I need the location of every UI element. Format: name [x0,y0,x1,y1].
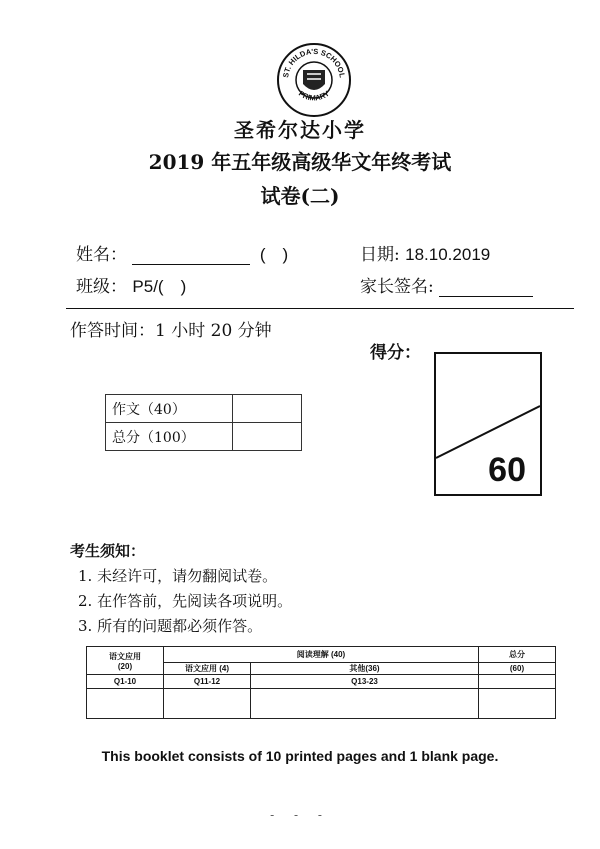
date-value: 18.10.2019 [405,245,491,264]
score-entry-cell[interactable] [251,689,479,719]
date-field [360,240,490,265]
svg-text:PRIMARY [297,89,331,103]
parent-sign-blank[interactable] [439,278,533,297]
logo-bottom-text: PRIMARY [296,88,332,103]
lang-use-title: 语文应用 [109,651,141,661]
lang-use-header [87,647,164,675]
question-range: Q13-23 [251,675,479,689]
name-blank[interactable] [132,246,250,265]
school-crest-logo [276,42,352,118]
class-field[interactable] [76,272,186,297]
score-box [434,352,542,496]
score-entry-cell[interactable] [479,689,556,719]
score-table-label: 总分（100） [106,423,233,451]
score-entry-cell[interactable] [87,689,164,719]
table-row [106,395,302,423]
table-row [106,423,302,451]
section-marks-table [86,646,556,719]
instruction-item: 1. 未经许可，请勿翻阅试卷。 [78,567,278,585]
instructions-heading: 考生须知： [70,542,146,560]
instruction-item: 2. 在作答前，先阅读各项说明。 [78,592,293,610]
name-label: 姓名： [76,245,127,265]
question-range: Q1-10 [87,675,164,689]
name-paren: ( ) [259,245,289,264]
page-marks: - - - [270,808,330,822]
date-label: 日期: [360,245,400,265]
class-label: 班级： [76,277,127,297]
time-note: 作答时间：1 小时 20 分钟 [70,321,272,341]
score-entry-cell[interactable] [164,689,251,719]
table-row [87,647,556,663]
parent-signature-field[interactable] [360,272,533,297]
reading-sub-lang: 语文应用 (4) [164,663,251,675]
parent-sign-label: 家长签名: [360,277,434,297]
total-header: 总分 [479,647,556,663]
score-value: 60 [488,451,526,489]
name-field[interactable] [76,240,288,265]
score-table [105,394,302,451]
exam-title: 2019 年五年级高级华文年终考试 [148,150,452,174]
class-value: P5/( ) [132,277,187,296]
blank-cell [479,675,556,689]
score-label: 得分： [370,343,421,363]
reading-sub-other: 其他(36) [251,663,479,675]
score-table-value[interactable] [233,395,302,423]
question-range: Q11-12 [164,675,251,689]
school-name: 圣希尔达小学 [234,118,366,142]
table-row [87,675,556,689]
total-marks: (60) [479,663,556,675]
instruction-item: 3. 所有的问题都必须作答。 [78,617,263,635]
table-row [87,689,556,719]
reading-header: 阅读理解 (40) [164,647,479,663]
score-table-label: 作文（40） [106,395,233,423]
lang-use-marks: (20) [117,661,133,671]
score-table-value[interactable] [233,423,302,451]
booklet-note: This booklet consists of 10 printed pages and 1 blank page. [101,748,499,764]
divider-line [66,308,574,309]
paper-title: 试卷(二) [260,184,340,208]
logo-top-text: ST. HILDA'S SCHOOL [281,46,347,79]
